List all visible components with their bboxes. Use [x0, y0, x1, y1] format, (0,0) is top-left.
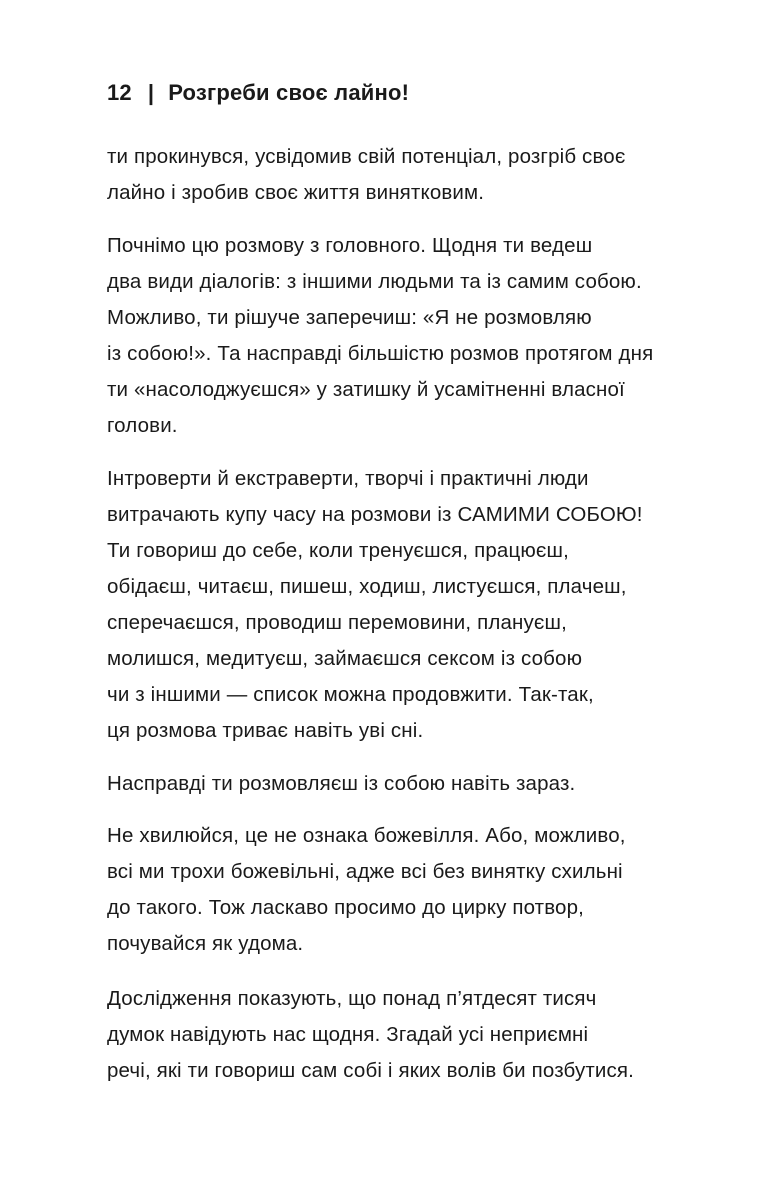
paragraph-6 — [107, 981, 727, 1089]
text-line: обідаєш, читаєш, пишеш, ходиш, листуєшся, плачеш, — [107, 575, 627, 598]
text-line: Почнімо цю розмову з головного. Щодня ти ведеш — [107, 234, 593, 257]
text-line: сперечаєшся, проводиш перемовини, плануєш, — [107, 611, 567, 634]
running-header — [107, 80, 409, 106]
text-line: Можливо, ти рішуче заперечиш: «Я не розмовляю — [107, 306, 592, 329]
text-line: лайно і зробив своє життя винятковим. — [107, 181, 485, 204]
header-separator: | — [147, 80, 155, 105]
text-line: Інтроверти й екстраверти, творчі і практичні люди — [107, 467, 589, 490]
text-line: два види діалогів: з іншими людьми та із самим собою. — [107, 270, 642, 293]
book-title: Розгреби своє лайно! — [168, 80, 410, 105]
text-line: Не хвилюйся, це не ознака божевілля. Або, можливо, — [107, 824, 626, 847]
paragraph-4 — [107, 766, 727, 802]
page-number: 12 — [107, 80, 132, 105]
text-line: всі ми трохи божевільні, адже всі без винятку схильні — [107, 860, 623, 883]
text-line: до такого. Тож ласкаво просимо до цирку потвор, — [107, 896, 584, 919]
text-line: Насправді ти розмовляєш із собою навіть зараз. — [107, 772, 576, 795]
paragraph-5 — [107, 818, 727, 962]
text-line: із собою!». Та насправді більшістю розмов протягом дня — [107, 342, 654, 365]
text-line: голови. — [107, 414, 178, 437]
text-line: речі, які ти говориш сам собі і яких волів би позбутися. — [107, 1059, 634, 1082]
text-line: ти «насолоджуєшся» у затишку й усамітненні власної — [107, 378, 625, 401]
text-line: ця розмова триває навіть уві сні. — [107, 719, 424, 742]
text-line: молишся, медитуєш, займаєшся сексом із собою — [107, 647, 583, 670]
text-line: Дослідження показують, що понад п’ятдесят тисяч — [107, 987, 597, 1010]
text-line: почувайся як удома. — [107, 932, 304, 955]
paragraph-1 — [107, 139, 727, 211]
text-line: Ти говориш до себе, коли тренуєшся, працюєш, — [107, 539, 569, 562]
text-line: думок навідують нас щодня. Згадай усі неприємні — [107, 1023, 589, 1046]
text-line: ти прокинувся, усвідомив свій потенціал, розгріб своє — [107, 145, 626, 168]
text-line: чи з іншими — список можна продовжити. Так-так, — [107, 683, 594, 706]
paragraph-3 — [107, 461, 727, 749]
paragraph-2 — [107, 228, 727, 444]
text-line: витрачають купу часу на розмови із САМИМИ СОБОЮ! — [107, 503, 643, 526]
